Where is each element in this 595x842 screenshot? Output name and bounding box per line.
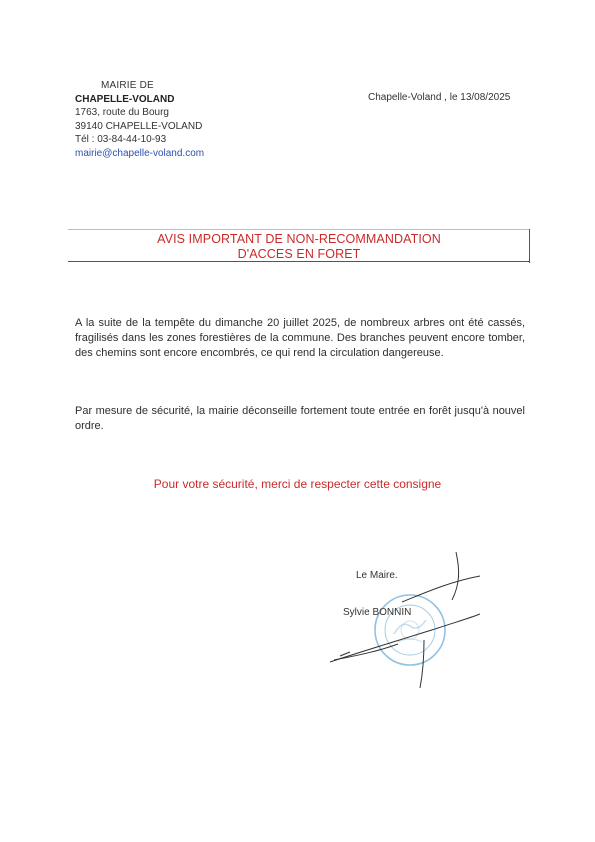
notice-title-line-2: D'ACCES EN FORET (237, 246, 361, 261)
body-paragraph-storm: A la suite de la tempête du dimanche 20 juillet 2025, de nombreux arbres ont été cassés, fragilisés dans les zones forestières de la commune. Des branches peuvent encore tomber, des chemins sont encore encombrés, ce qui rend la circulation dangereuse. (75, 317, 525, 359)
sender-phone: Tél : 03-84-44-10-93 (75, 134, 167, 146)
letter-date: Chapelle-Voland , le 13/08/2025 (368, 92, 511, 103)
sender-commune-name: CHAPELLE-VOLAND (75, 93, 175, 105)
sender-email-link[interactable]: mairie@chapelle-voland.com (75, 147, 205, 159)
notice-title-box (68, 229, 530, 262)
sender-address-block (75, 79, 204, 161)
signature-name: Sylvie BONNIN (343, 607, 412, 618)
sender-mairie-de: MAIRIE DE (101, 80, 154, 91)
notice-title (68, 232, 530, 261)
title-box-top-border (68, 229, 530, 230)
body-paragraph-safety: Par mesure de sécurité, la mairie déconseille fortement toute entrée en forêt jusqu'à nouvel ordre. (75, 405, 525, 432)
signature-role: Le Maire. (356, 570, 398, 581)
sender-street: 1763, route du Bourg (75, 107, 169, 119)
sender-postal-city: 39140 CHAPELLE-VOLAND (75, 120, 203, 132)
notice-title-line-1: AVIS IMPORTANT DE NON-RECOMMANDATION (157, 232, 441, 246)
title-box-bottom-border (68, 261, 530, 262)
mayor-signature-icon (320, 548, 490, 698)
safety-notice: Pour votre sécurité, merci de respecter cette consigne (153, 477, 442, 491)
